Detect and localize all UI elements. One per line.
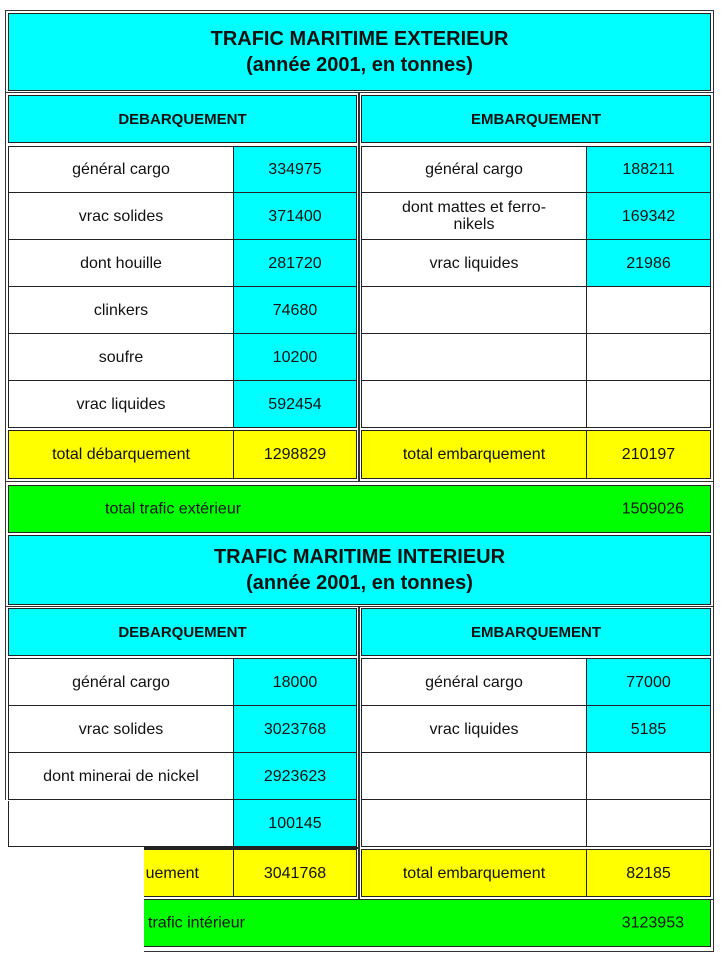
- ext-emb-total-value: 210197: [586, 430, 711, 479]
- int-deb-value: 18000: [233, 658, 357, 706]
- ext-emb-empty: [586, 380, 711, 428]
- ext-emb-empty: [361, 286, 587, 334]
- int-deb-value: 2923623: [233, 752, 357, 800]
- ext-deb-label: vrac liquides: [8, 380, 234, 428]
- ext-emb-empty: [586, 286, 711, 334]
- ext-grand-total-bar: [8, 485, 711, 533]
- ext-grand-total-value: 1509026: [621, 500, 684, 518]
- int-emb-label: général cargo: [361, 658, 587, 706]
- ext-emb-label: dont mattes et ferro-nikels: [361, 192, 587, 240]
- ext-deb-total-value: 1298829: [233, 430, 357, 479]
- int-deb-total-value: 3041768: [233, 849, 357, 897]
- ext-emb-empty: [586, 333, 711, 381]
- ext-deb-label: soufre: [8, 333, 234, 381]
- ext-deb-value: 10200: [233, 333, 357, 381]
- ext-deb-value: 592454: [233, 380, 357, 428]
- ext-deb-header: DEBARQUEMENT: [8, 95, 357, 143]
- int-emb-empty: [586, 799, 711, 847]
- ext-deb-label: dont houille: [8, 239, 234, 287]
- interieur-subtitle: (année 2001, en tonnes): [246, 572, 473, 594]
- int-deb-label: [8, 799, 234, 847]
- int-emb-empty: [361, 799, 587, 847]
- int-deb-header: DEBARQUEMENT: [8, 608, 357, 656]
- int-emb-value: 77000: [586, 658, 711, 706]
- interieur-title: TRAFIC MARITIME INTERIEUR: [213, 546, 506, 568]
- int-emb-empty: [361, 752, 587, 800]
- ext-deb-label: général cargo: [8, 146, 234, 193]
- occlusion-patch: [0, 800, 144, 801]
- int-emb-header: EMBARQUEMENT: [361, 608, 711, 656]
- int-emb-total-value: 82185: [586, 849, 711, 897]
- int-deb-value: 3023768: [233, 705, 357, 753]
- ext-deb-total-label: total débarquement: [8, 430, 234, 479]
- exterieur-subtitle: (année 2001, en tonnes): [246, 54, 473, 76]
- ext-emb-label: général cargo: [361, 146, 587, 193]
- int-deb-label: vrac solides: [8, 705, 234, 753]
- ext-deb-value: 281720: [233, 239, 357, 287]
- int-deb-label: général cargo: [8, 658, 234, 706]
- int-grand-total-value: 3123953: [621, 914, 684, 932]
- ext-emb-label: vrac liquides: [361, 239, 587, 287]
- exterieur-title: TRAFIC MARITIME EXTERIEUR: [210, 28, 509, 50]
- occlusion-patch: [0, 847, 144, 955]
- int-grand-total-label: trafic intérieur: [148, 914, 245, 932]
- ext-emb-empty: [361, 380, 587, 428]
- exterieur-title-block: [8, 13, 711, 91]
- ext-deb-label: vrac solides: [8, 192, 234, 240]
- int-emb-value: 5185: [586, 705, 711, 753]
- interieur-title-block: [8, 535, 711, 605]
- ext-emb-value: 169342: [586, 192, 711, 240]
- ext-deb-value: 74680: [233, 286, 357, 334]
- int-deb-label: dont minerai de nickel: [8, 752, 234, 800]
- int-deb-total-label-text: uement: [145, 864, 199, 882]
- int-deb-value: 100145: [233, 799, 357, 847]
- ext-deb-value: 334975: [233, 146, 357, 193]
- ext-emb-value: 21986: [586, 239, 711, 287]
- ext-emb-empty: [361, 333, 587, 381]
- ext-emb-total-label: total embarquement: [361, 430, 587, 479]
- int-emb-total-label: total embarquement: [361, 849, 587, 897]
- ext-emb-header: EMBARQUEMENT: [361, 95, 711, 143]
- ext-deb-value: 371400: [233, 192, 357, 240]
- int-emb-empty: [586, 752, 711, 800]
- ext-deb-label: clinkers: [8, 286, 234, 334]
- ext-grand-total-label: total trafic extérieur: [105, 500, 242, 518]
- ext-emb-value: 188211: [586, 146, 711, 193]
- occlusion-edge: [144, 847, 358, 849]
- int-emb-label: vrac liquides: [361, 705, 587, 753]
